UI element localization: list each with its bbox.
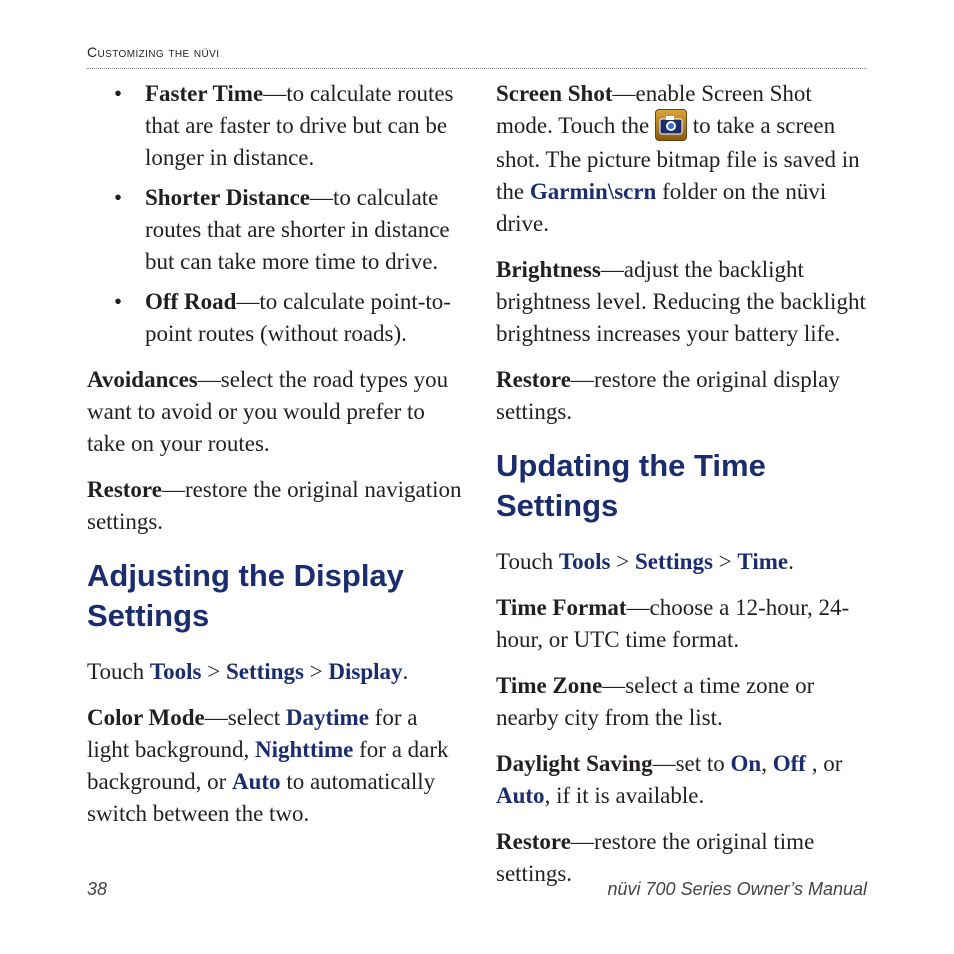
time-zone-paragraph: Time Zone—select a time zone or nearby city from the list.: [496, 672, 815, 730]
restore-display-paragraph: Restore—restore the original display settings.: [496, 366, 840, 424]
display-touch-path: Touch Tools > Settings > Display.: [87, 659, 409, 684]
time-settings-heading: Updating the Time Settings: [496, 447, 766, 523]
manual-title: nüvi 700 Series Owner’s Manual: [607, 879, 867, 899]
page-number: 38: [87, 879, 108, 899]
restore-navigation-paragraph: Restore—restore the original navigation settings.: [87, 477, 462, 534]
bullet-faster-time: • Faster Time—to calculate routes that are faster to drive but can be longer in distance.: [87, 78, 463, 174]
bullet-shorter-distance: • Shorter Distance—to calculate routes that are shorter in distance but can take more time to drive.: [87, 182, 463, 278]
camera-icon: [655, 109, 687, 141]
section-title: Customizing the nüvi: [87, 44, 220, 60]
bullet-dot: •: [114, 81, 123, 106]
bullet-dot: •: [114, 289, 123, 314]
display-settings-heading: Adjusting the Display Settings: [87, 558, 404, 633]
running-header: [87, 40, 867, 69]
time-touch-path: Touch Tools > Settings > Time.: [496, 548, 794, 574]
daylight-saving-paragraph: Daylight Saving—set to On, Off , or Auto, if it is available.: [496, 750, 843, 808]
bullet-dot: •: [114, 185, 123, 210]
color-mode-paragraph: Color Mode—select Daytime for a light background, Nighttime for a dark background, or Auto to automatically switch between the two.: [87, 705, 449, 826]
avoidances-paragraph: Avoidances—select the road types you want to avoid or you would prefer to take on your routes.: [87, 367, 449, 456]
left-column: [87, 78, 463, 844]
screen-shot-paragraph: Screen Shot—enable Screen Shot mode. Touch the to take a screen shot. The picture bitmap file is saved in the Garmin\scrn folder on the nüvi drive.: [496, 81, 860, 236]
right-column: [496, 78, 872, 904]
restore-time-paragraph: Restore—restore the original time settings.: [496, 828, 815, 886]
time-format-paragraph: Time Format—choose a 12-hour, 24-hour, or UTC time format.: [496, 594, 850, 652]
brightness-paragraph: Brightness—adjust the backlight brightness level. Reducing the backlight brightness increases your battery life.: [496, 256, 866, 346]
bullet-off-road: • Off Road—to calculate point-to-point routes (without roads).: [87, 286, 463, 350]
